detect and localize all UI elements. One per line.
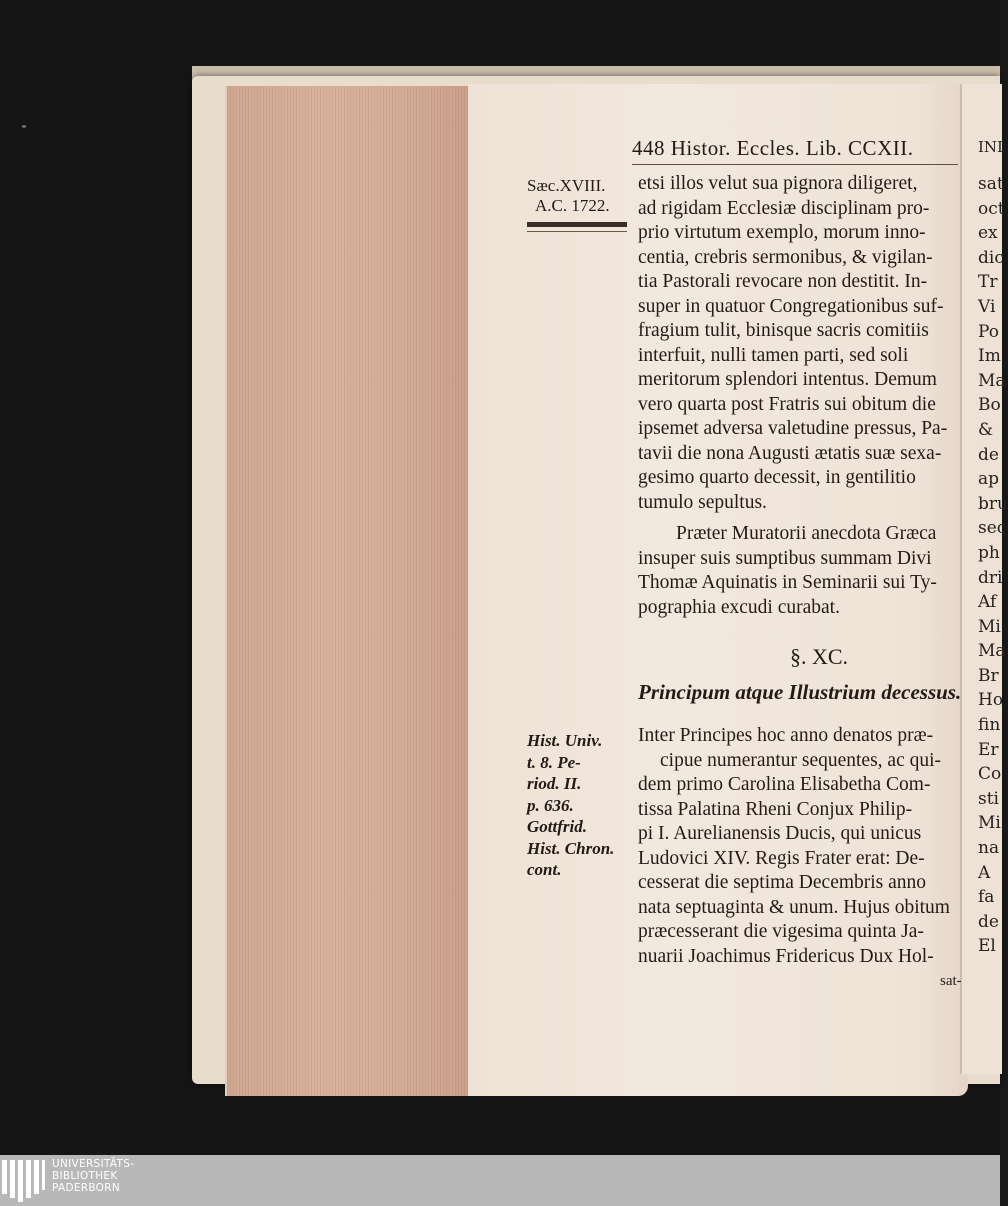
running-head: 448 Histor. Eccles. Lib. CCXII. xyxy=(632,136,914,160)
dust-speck xyxy=(22,125,26,128)
text-line: nata septuaginta & unum. Hujus obitum xyxy=(638,896,950,918)
text-line: Ludovici XIV. Regis Frater erat: De- xyxy=(638,847,925,869)
margin-source-line: Hist. Chron. xyxy=(527,838,615,858)
facing-page-text: sat oct ex dic Tr Vi Po Im Ma Bo & de ap bru sec ph dri Af Mi Ma Br Ho fin Er Co sti Mi na A fa de El xyxy=(978,174,1008,957)
margin-note-sources xyxy=(527,730,633,881)
text-line: gesimo quarto decessit, in gentilitio xyxy=(638,467,916,488)
library-name-line: UNIVERSITÄTS- xyxy=(52,1158,135,1170)
section-title: Principum atque Illustrium decessus. xyxy=(638,680,962,704)
paragraph-3 xyxy=(638,724,966,969)
text-line: cipue numerantur sequentes, ac qui- xyxy=(660,749,942,771)
text-line: etsi illos velut sua pignora diligeret, xyxy=(638,173,918,194)
text-line: insuper suis sumptibus summam Divi xyxy=(638,547,932,569)
text-line: tissa Palatina Rheni Conjux Philip- xyxy=(638,798,913,820)
text-line: vero quarta post Fratris sui obitum die xyxy=(638,393,936,415)
text-line: fragium tulit, binisque sacris comitiis xyxy=(638,320,929,341)
margin-source-line: p. 636. xyxy=(527,795,574,815)
text-line: pi I. Aurelianensis Ducis, qui unicus xyxy=(638,823,922,844)
text-line: cesserat die septima Decembris anno xyxy=(638,872,927,893)
library-name-line: BIBLIOTHEK xyxy=(52,1170,118,1182)
text-line: nuarii Joachimus Fridericus Dux Hol- xyxy=(638,945,934,967)
text-line: præcesserant die vigesima quinta Ja- xyxy=(638,921,924,942)
text-line: ipsemet adversa valetudine pressus, Pa- xyxy=(638,418,948,439)
text-line: prio virtutum exemplo, morum inno- xyxy=(638,222,926,243)
facing-page-head: INI xyxy=(978,138,1003,156)
margin-source-line: t. 8. Pe- xyxy=(527,752,581,772)
header-rule xyxy=(632,164,958,165)
margin-source-line: riod. II. xyxy=(527,774,582,793)
margin-rule xyxy=(527,231,627,232)
margin-source-line: Hist. Univ. xyxy=(527,731,603,750)
margin-note-date xyxy=(527,176,633,216)
text-line: ad rigidam Ecclesiæ disciplinam pro- xyxy=(638,197,930,219)
text-line: super in quatuor Congregationibus suf- xyxy=(638,295,944,317)
margin-source-line: cont. xyxy=(527,860,562,879)
text-line: Inter Principes hoc anno denatos præ- xyxy=(638,725,934,746)
paragraph-2 xyxy=(638,522,966,620)
section-number: §. XC. xyxy=(790,644,849,669)
catchword: sat- xyxy=(940,973,962,989)
text-line: Thomæ Aquinatis in Seminarii sui Ty- xyxy=(638,572,937,593)
library-name xyxy=(52,1158,134,1194)
text-line: tavii die nona Augusti ætatis suæ sexa- xyxy=(638,442,942,464)
library-logo-icon xyxy=(2,1160,48,1202)
margin-bar xyxy=(527,222,627,227)
text-line: pographia excudi curabat. xyxy=(638,596,840,618)
text-line: interfuit, nulli tamen parti, sed soli xyxy=(638,344,909,366)
text-line: dem primo Carolina Elisabetha Com- xyxy=(638,774,931,795)
margin-century: Sæc.XVIII. xyxy=(527,176,606,195)
margin-source-line: Gottfrid. xyxy=(527,817,587,836)
text-line: Præter Muratorii anecdota Græca xyxy=(676,523,937,544)
text-line: meritorum splendori intentus. Demum xyxy=(638,369,937,390)
text-line: centia, crebris sermonibus, & vigilan- xyxy=(638,246,933,268)
library-name-line: PADERBORN xyxy=(52,1182,120,1194)
page-edges-block xyxy=(225,86,472,1096)
margin-year: A.C. 1722. xyxy=(535,196,610,215)
text-line: tumulo sepultus. xyxy=(638,491,767,513)
paragraph-1 xyxy=(638,172,966,515)
text-line: tia Pastorali revocare non destitit. In- xyxy=(638,271,928,292)
footer-bar xyxy=(0,1155,1000,1206)
